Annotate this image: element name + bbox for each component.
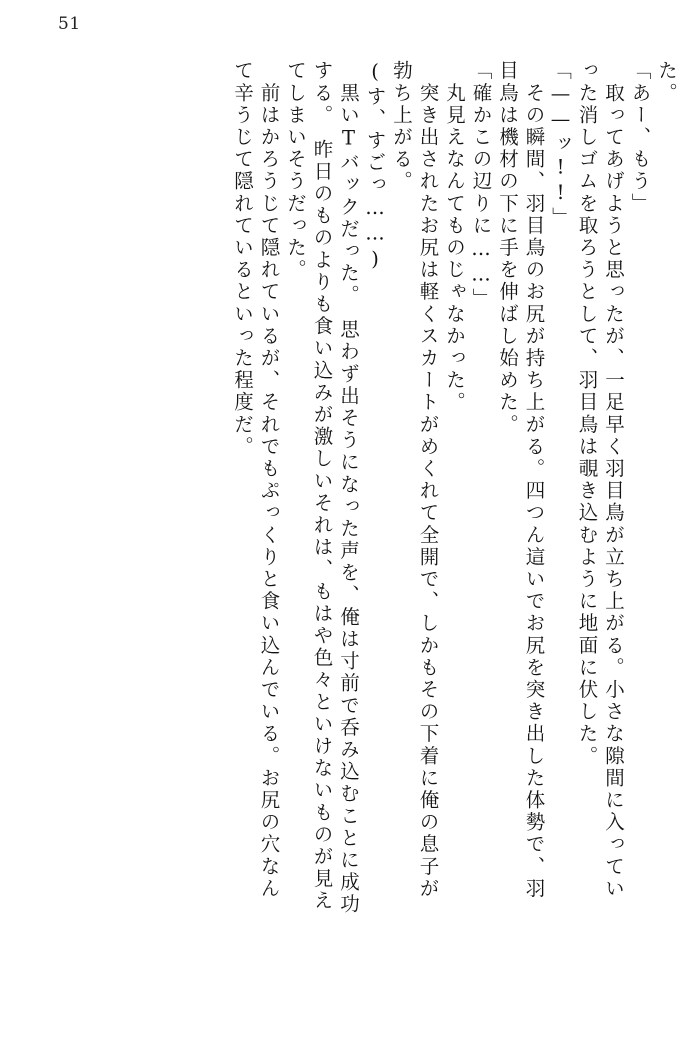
text-line: てしまいそうだった。 [284, 60, 307, 281]
text-line: て辛うじて隠れているといった程度だ。 [231, 60, 254, 458]
text-line: する。 昨日のものよりも食い込みが激しいそれは、もはや色々といけないものが見え [310, 60, 334, 913]
vertical-text-body [24, 60, 676, 1032]
text-line: 黒いTバックだった。 思わず出そうになった声を、俺は寸前で呑み込むことに成功 [337, 60, 360, 916]
text-line: った消しゴムを取ろうとして、羽目鳥は覗き込むように地面に伏した。 [575, 60, 599, 768]
text-line: 「確かこの辺りに……」 [469, 60, 493, 311]
text-line: 「——ッ!!」 [549, 60, 572, 229]
text-line: (す、すごっ……) [363, 60, 387, 273]
text-line: 勃ち上がる。 [390, 60, 413, 193]
text-line: 突き出されたお尻は軽くスカートがめくれて全開で、しかもその下着に俺の息子が [416, 60, 440, 900]
text-line: た。 [655, 60, 678, 105]
text-line: 前はかろうじて隠れているが、それでもぷっくりと食い込んでいる。お尻の穴なん [257, 60, 281, 900]
text-line: 丸見えなんてものじゃなかった。 [443, 60, 466, 414]
text-line: 「あー、もう」 [628, 60, 652, 215]
page-number: 51 [58, 14, 81, 34]
text-line: 取ってあげようと思ったが、一足早く羽目鳥が立ち上がる。小さな隙間に入ってい [602, 60, 625, 900]
text-line: その瞬間、羽目鳥のお尻が持ち上がる。四つん這いでお尻を突き出した体勢で、羽 [522, 60, 546, 900]
text-line: 目鳥は機材の下に手を伸ばし始めた。 [496, 60, 519, 436]
